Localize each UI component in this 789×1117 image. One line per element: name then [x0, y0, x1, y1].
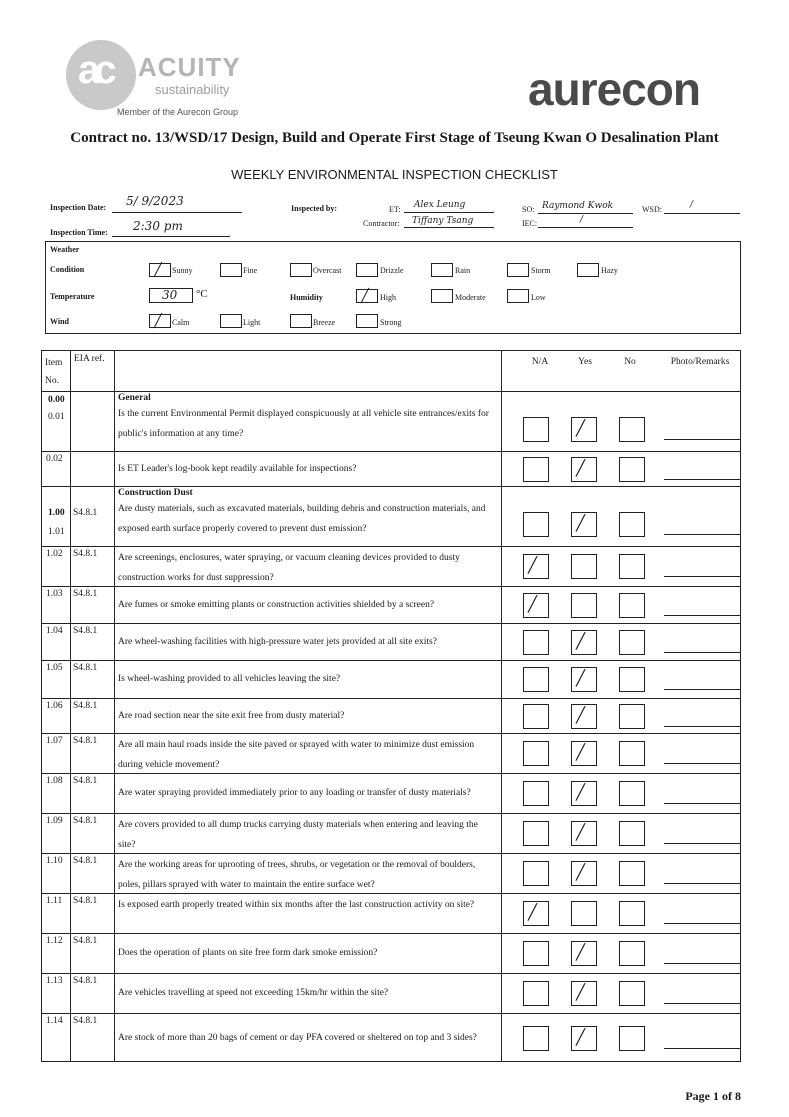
remarks-field[interactable] [664, 689, 740, 690]
answer-no-checkbox[interactable] [619, 512, 645, 537]
remarks-field[interactable] [664, 479, 740, 480]
question-text: Are screenings, enclosures, water spraying, or vacuum cleaning devices provided to dusty construction works for dust suppression? [118, 553, 460, 583]
remarks-field[interactable] [664, 883, 740, 884]
row-divider [41, 853, 741, 854]
answer-no-checkbox[interactable] [619, 704, 645, 729]
humidity-low-label: Low [531, 293, 546, 302]
item-number: 1.02 [46, 549, 63, 559]
answer-yes-checkbox[interactable] [571, 554, 597, 579]
temperature-label: Temperature [50, 292, 95, 301]
header-no: No [624, 357, 636, 367]
question-text: Are all main haul roads inside the site paved or sprayed with water to minimize dust emission during vehicle movement? [118, 740, 475, 770]
item-number: 0.00 [48, 395, 65, 405]
tick-icon: ╱ [576, 1028, 586, 1046]
condition-hazy-label: Hazy [601, 266, 618, 275]
question-text: Is wheel-washing provided to all vehicles leaving the site? [118, 674, 341, 684]
tick-icon: ╱ [576, 823, 586, 841]
row-divider [41, 586, 741, 587]
acuity-logo-mark: ac [78, 48, 111, 92]
section-heading: General [118, 393, 151, 403]
tick-icon: ╱ [576, 514, 586, 532]
item-number: 0.02 [46, 454, 63, 464]
humidity-high-checkbox[interactable] [356, 289, 378, 303]
row-divider [41, 733, 741, 734]
item-number: 1.03 [46, 589, 63, 599]
wind-breeze-label: Breeze [313, 318, 336, 327]
answer-yes-checkbox[interactable] [571, 457, 597, 482]
remarks-field[interactable] [664, 803, 740, 804]
et-label: ET: [389, 205, 401, 214]
tick-icon: ╱ [576, 632, 586, 650]
question-text: Is ET Leader's log-book kept readily available for inspections? [118, 464, 357, 474]
answer-no-checkbox[interactable] [619, 781, 645, 806]
question-text: Are stock of more than 20 bags of cement or day PFA covered or sheltered on top and 3 sides? [118, 1033, 477, 1043]
eia-reference: S4.8.1 [73, 508, 98, 518]
iec-line [538, 227, 633, 228]
condition-fine-label: Fine [243, 266, 258, 275]
et-line [404, 212, 494, 213]
answer-no-checkbox[interactable] [619, 981, 645, 1006]
so-value[interactable]: Raymond Kwok [542, 201, 614, 211]
answer-na-checkbox[interactable] [523, 861, 549, 886]
question-text: Are water spraying provided immediately prior to any loading or transfer of dusty materials? [118, 788, 471, 798]
inspection-date-label: Inspection Date: [50, 203, 107, 212]
remarks-field[interactable] [664, 615, 740, 616]
humidity-moderate-checkbox[interactable] [431, 289, 453, 303]
temperature-unit: °C [196, 288, 208, 300]
so-line [538, 213, 633, 214]
condition-overcast-checkbox[interactable] [290, 263, 312, 277]
row-divider [41, 813, 741, 814]
tick-icon: ╱ [361, 289, 369, 304]
question-text: Are covers provided to all dump trucks carrying dusty materials when entering and leaving the site? [118, 820, 478, 850]
row-divider [41, 893, 741, 894]
tick-icon: ╱ [528, 903, 538, 921]
humidity-high-label: High [380, 293, 396, 302]
eia-reference: S4.8.1 [73, 976, 98, 986]
eia-reference: S4.8.1 [73, 776, 98, 786]
item-number: 1.08 [46, 776, 63, 786]
wind-light-label: Light [243, 318, 261, 327]
answer-yes-checkbox[interactable] [571, 941, 597, 966]
remarks-field[interactable] [664, 763, 740, 764]
condition-overcast-label: Overcast [313, 266, 342, 275]
inspection-date-value[interactable]: 5/ 9/2023 [126, 194, 184, 208]
eia-reference: S4.8.1 [73, 1016, 98, 1026]
wsd-label: WSD: [642, 205, 662, 214]
section-heading: Construction Dust [118, 488, 193, 498]
answer-yes-checkbox[interactable] [571, 667, 597, 692]
row-divider [41, 451, 741, 452]
tick-icon: ╱ [576, 419, 586, 437]
wind-label: Wind [50, 317, 69, 326]
question-text: Are dusty materials, such as excavated materials, building debris and construction materials, and exposed earth surface properly covered to prevent dust emission? [118, 504, 486, 534]
wsd-value[interactable]: / [690, 200, 694, 210]
item-number: 1.10 [46, 856, 63, 866]
condition-sunny-label: Sunny [172, 266, 193, 275]
wind-calm-checkbox[interactable] [149, 314, 171, 328]
tick-icon: ╱ [576, 459, 586, 477]
answer-na-checkbox[interactable] [523, 593, 549, 618]
answer-yes-checkbox[interactable] [571, 704, 597, 729]
item-number: 1.00 [48, 508, 65, 518]
tick-icon: ╱ [154, 314, 162, 329]
answer-na-checkbox[interactable] [523, 630, 549, 655]
question-text: Are fumes or smoke emitting plants or construction activities shielded by a screen? [118, 600, 435, 610]
iec-label: IEC: [522, 219, 538, 228]
answer-yes-checkbox[interactable] [571, 593, 597, 618]
question-text: Are wheel-washing facilities with high-pressure water jets provided at all site exits? [118, 637, 437, 647]
answer-na-checkbox[interactable] [523, 981, 549, 1006]
row-divider [41, 623, 741, 624]
header-na: N/A [531, 357, 549, 367]
condition-hazy-checkbox[interactable] [577, 263, 599, 277]
eia-reference: S4.8.1 [73, 549, 98, 559]
condition-storm-checkbox[interactable] [507, 263, 529, 277]
answer-no-checkbox[interactable] [619, 417, 645, 442]
temperature-field[interactable] [149, 288, 193, 303]
question-text: Does the operation of plants on site free form dark smoke emission? [118, 948, 378, 958]
contractor-value[interactable]: Tiffany Tsang [412, 216, 474, 226]
eia-reference: S4.8.1 [73, 896, 98, 906]
answer-no-checkbox[interactable] [619, 554, 645, 579]
item-number: 1.14 [46, 1016, 63, 1026]
wind-light-checkbox[interactable] [220, 314, 242, 328]
inspected-by-label: Inspected by: [291, 204, 338, 213]
tick-icon: ╱ [576, 706, 586, 724]
header-item: Item No. [45, 358, 63, 386]
item-number-sub: 0.01 [48, 412, 65, 422]
row-divider [41, 933, 741, 934]
item-number: 1.12 [46, 936, 63, 946]
answer-no-checkbox[interactable] [619, 901, 645, 926]
row-divider [41, 698, 741, 699]
condition-label: Condition [50, 265, 85, 274]
answer-no-checkbox[interactable] [619, 457, 645, 482]
remarks-field[interactable] [664, 576, 740, 577]
remarks-field[interactable] [664, 963, 740, 964]
inspection-time-value[interactable]: 2:30 pm [133, 219, 183, 233]
remarks-field[interactable] [664, 923, 740, 924]
wsd-line [664, 213, 740, 214]
item-number: 1.07 [46, 736, 63, 746]
answer-yes-checkbox[interactable] [571, 821, 597, 846]
tick-icon: ╱ [576, 743, 586, 761]
item-number: 1.11 [46, 896, 63, 906]
so-label: SO: [522, 205, 535, 214]
eia-reference: S4.8.1 [73, 736, 98, 746]
eia-reference: S4.8.1 [73, 626, 98, 636]
tick-icon: ╱ [528, 556, 538, 574]
answer-yes-checkbox[interactable] [571, 630, 597, 655]
remarks-field[interactable] [664, 534, 740, 535]
contract-title: Contract no. 13/WSD/17 Design, Build and Operate First Stage of Tseung Kwan O Desalination Plant [70, 130, 719, 146]
condition-rain-label: Rain [455, 266, 471, 275]
acuity-logo-name: ACUITY [138, 52, 241, 82]
wind-breeze-checkbox[interactable] [290, 314, 312, 328]
condition-drizzle-label: Drizzle [380, 266, 404, 275]
inspection-date-line [112, 212, 242, 213]
row-divider [41, 1013, 741, 1014]
inspection-time-label: Inspection Time: [50, 228, 108, 237]
row-divider [41, 773, 741, 774]
answer-no-checkbox[interactable] [619, 821, 645, 846]
answer-yes-checkbox[interactable] [571, 861, 597, 886]
answer-na-checkbox[interactable] [523, 512, 549, 537]
tick-icon: ╱ [576, 943, 586, 961]
condition-storm-label: Storm [531, 266, 551, 275]
row-divider [41, 973, 741, 974]
remarks-field[interactable] [664, 439, 740, 440]
answer-no-checkbox[interactable] [619, 741, 645, 766]
answer-yes-checkbox[interactable] [571, 417, 597, 442]
humidity-label: Humidity [290, 293, 323, 302]
header-eia: EIA ref. [74, 354, 105, 364]
answer-no-checkbox[interactable] [619, 861, 645, 886]
question-text: Are vehicles travelling at speed not exceeding 15km/hr within the site? [118, 988, 389, 998]
col-divider-question [501, 350, 502, 1062]
humidity-moderate-label: Moderate [455, 293, 486, 302]
item-number: 1.06 [46, 701, 63, 711]
iec-value[interactable]: / [580, 215, 584, 225]
acuity-logo-subtitle: sustainability [155, 82, 230, 97]
answer-no-checkbox[interactable] [619, 1026, 645, 1051]
weather-heading: Weather [50, 245, 80, 254]
answer-yes-checkbox[interactable] [571, 1026, 597, 1051]
contractor-line [404, 227, 494, 228]
temperature-value: 30 [162, 288, 178, 302]
question-text: Is exposed earth properly treated within six months after the last construction activity on site? [118, 900, 475, 910]
remarks-field[interactable] [664, 843, 740, 844]
header-yes: Yes [578, 357, 592, 367]
answer-na-checkbox[interactable] [523, 704, 549, 729]
question-text: Are the working areas for uprooting of trees, shrubs, or vegetation or the removal of boulders, poles, pillars sprayed with water to maintain the entire surface wet? [118, 860, 476, 890]
aurecon-logo: aurecon [528, 63, 700, 115]
answer-na-checkbox[interactable] [523, 417, 549, 442]
condition-sunny-checkbox[interactable] [149, 263, 171, 277]
condition-fine-checkbox[interactable] [220, 263, 242, 277]
question-text: Are road section near the site exit free from dusty material? [118, 711, 345, 721]
eia-reference: S4.8.1 [73, 663, 98, 673]
answer-no-checkbox[interactable] [619, 941, 645, 966]
answer-na-checkbox[interactable] [523, 667, 549, 692]
answer-na-checkbox[interactable] [523, 901, 549, 926]
eia-reference: S4.8.1 [73, 701, 98, 711]
tick-icon: ╱ [576, 983, 586, 1001]
eia-reference: S4.8.1 [73, 816, 98, 826]
answer-na-checkbox[interactable] [523, 457, 549, 482]
row-divider [41, 546, 741, 547]
answer-yes-checkbox[interactable] [571, 741, 597, 766]
answer-no-checkbox[interactable] [619, 667, 645, 692]
remarks-field[interactable] [664, 652, 740, 653]
item-number-sub: 1.01 [48, 527, 65, 537]
row-divider [41, 486, 741, 487]
page-number: Page 1 of 8 [685, 1089, 741, 1103]
contractor-label: Contractor: [363, 219, 400, 228]
eia-reference: S4.8.1 [73, 936, 98, 946]
form-title: WEEKLY ENVIRONMENTAL INSPECTION CHECKLIST [231, 167, 558, 182]
remarks-field[interactable] [664, 1003, 740, 1004]
tick-icon: ╱ [528, 595, 538, 613]
tick-icon: ╱ [154, 263, 162, 278]
wind-strong-checkbox[interactable] [356, 314, 378, 328]
answer-yes-checkbox[interactable] [571, 981, 597, 1006]
wind-calm-label: Calm [172, 318, 190, 327]
answer-na-checkbox[interactable] [523, 821, 549, 846]
answer-no-checkbox[interactable] [619, 630, 645, 655]
answer-yes-checkbox[interactable] [571, 901, 597, 926]
question-text: Is the current Environmental Permit displayed conspicuously at all vehicle site entrances/exits for public's information at any time? [118, 409, 489, 439]
item-number: 1.09 [46, 816, 63, 826]
tick-icon: ╱ [576, 669, 586, 687]
wind-strong-label: Strong [380, 318, 402, 327]
answer-na-checkbox[interactable] [523, 741, 549, 766]
inspection-time-line [112, 236, 230, 237]
condition-drizzle-checkbox[interactable] [356, 263, 378, 277]
answer-yes-checkbox[interactable] [571, 512, 597, 537]
item-number: 1.05 [46, 663, 63, 673]
tick-icon: ╱ [576, 863, 586, 881]
eia-reference: S4.8.1 [73, 856, 98, 866]
answer-na-checkbox[interactable] [523, 941, 549, 966]
header-remarks: Photo/Remarks [670, 357, 730, 367]
tick-icon: ╱ [576, 783, 586, 801]
item-number: 1.04 [46, 626, 63, 636]
answer-yes-checkbox[interactable] [571, 781, 597, 806]
col-divider-item [70, 350, 71, 1062]
answer-na-checkbox[interactable] [523, 1026, 549, 1051]
remarks-field[interactable] [664, 726, 740, 727]
remarks-field[interactable] [664, 1048, 740, 1049]
col-divider-eia [114, 350, 115, 1062]
condition-rain-checkbox[interactable] [431, 263, 453, 277]
row-divider [41, 660, 741, 661]
answer-na-checkbox[interactable] [523, 781, 549, 806]
answer-na-checkbox[interactable] [523, 554, 549, 579]
humidity-low-checkbox[interactable] [507, 289, 529, 303]
table-header-divider [41, 391, 741, 392]
answer-no-checkbox[interactable] [619, 593, 645, 618]
acuity-member-text: Member of the Aurecon Group [117, 107, 239, 117]
et-value[interactable]: Alex Leung [414, 200, 466, 210]
item-number: 1.13 [46, 976, 63, 986]
eia-reference: S4.8.1 [73, 589, 98, 599]
